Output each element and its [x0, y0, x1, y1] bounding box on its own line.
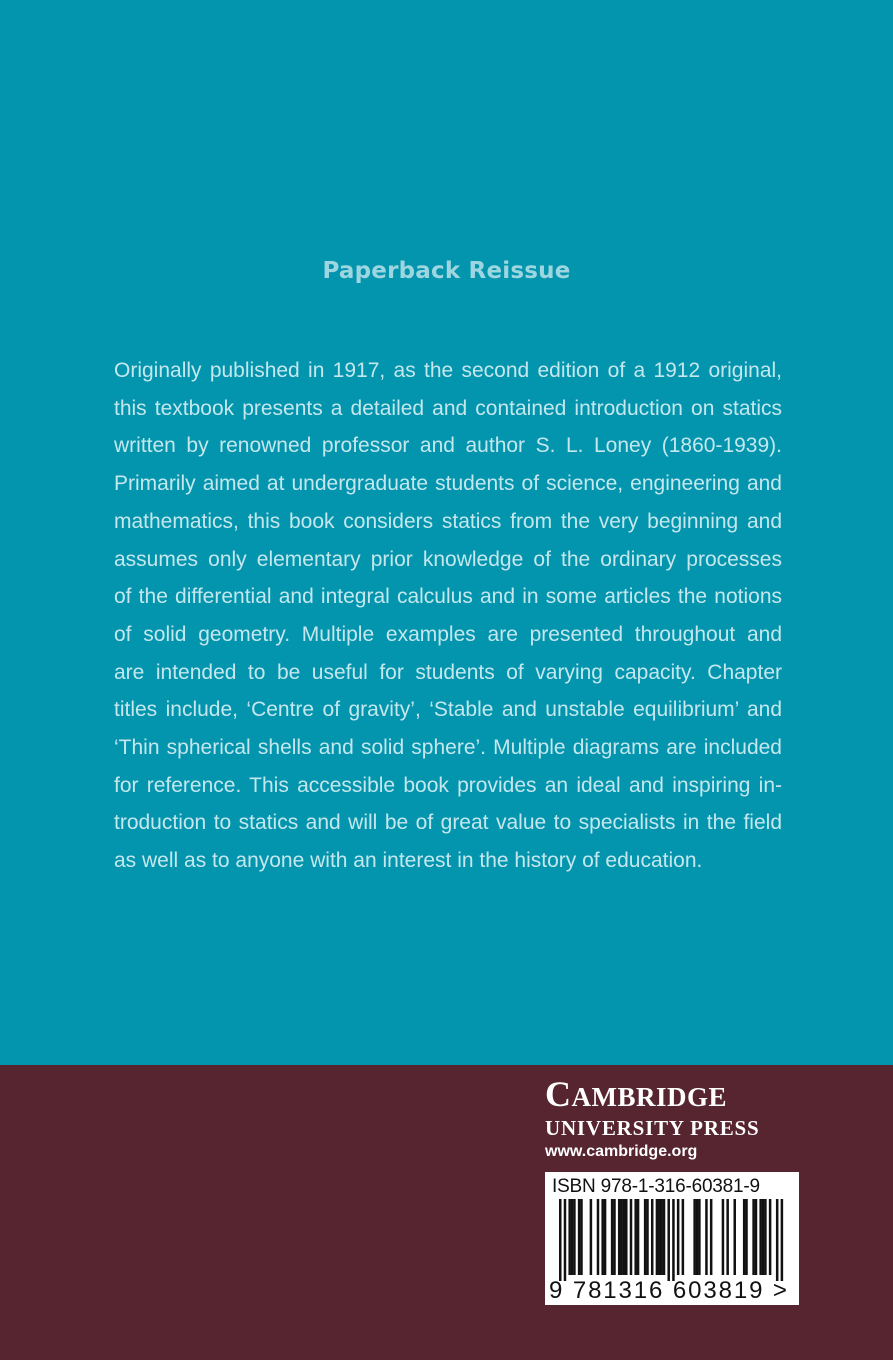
barcode-bar: [613, 1199, 616, 1275]
publisher-logo: [545, 1075, 805, 1164]
description-line: this textbook presents a detailed and contained introduction on statics: [114, 396, 782, 420]
barcode-bar: [630, 1199, 633, 1275]
barcode-bar: [644, 1199, 647, 1275]
barcode-bar: [705, 1199, 708, 1275]
isbn-label: ISBN 978-1-316-60381-9: [552, 1176, 760, 1197]
barcode-bar: [745, 1199, 748, 1275]
barcode-bars: [549, 1199, 795, 1281]
barcode-bar: [611, 1199, 614, 1275]
barcode-bar: [571, 1199, 574, 1275]
description-line: are intended to be useful for students of varying capacity. Chapter: [114, 660, 782, 684]
description-line: as well as to anyone with an interest in the history of education.: [114, 849, 703, 873]
publisher-name: [545, 1075, 805, 1116]
barcode-bar: [769, 1199, 772, 1275]
book-description: [114, 352, 782, 880]
description-line: of solid geometry. Multiple examples are presented throughout and: [114, 622, 782, 646]
barcode-bar: [743, 1199, 746, 1275]
barcode-digits: 9 781316 603819 >: [549, 1277, 789, 1304]
barcode-bar: [776, 1199, 779, 1281]
barcode-bar: [634, 1199, 637, 1275]
barcode-bar: [682, 1199, 685, 1275]
barcode-bar: [568, 1199, 571, 1275]
barcode-bar: [573, 1199, 576, 1275]
barcode-bar: [618, 1199, 621, 1275]
description-line: of the differential and integral calculus and in some articles the notions: [114, 585, 782, 609]
barcode-bar: [620, 1199, 623, 1275]
barcode-bar: [764, 1199, 767, 1275]
description-line: Primarily aimed at undergraduate students of science, engineering and: [114, 472, 782, 496]
reissue-heading: Paperback Reissue: [322, 258, 571, 284]
barcode-bar: [656, 1199, 659, 1275]
barcode-bar: [762, 1199, 765, 1275]
description-line: for reference. This accessible book provides an ideal and inspiring in-: [114, 773, 782, 797]
barcode-bar: [726, 1199, 729, 1275]
barcode-bar: [646, 1199, 649, 1275]
barcode-bar: [658, 1199, 661, 1275]
barcode-bar: [625, 1199, 628, 1275]
description-line: written by renowned professor and author S. L. Loney (1860-1939).: [114, 434, 782, 458]
barcode-bar: [623, 1199, 626, 1275]
isbn-barcode: [545, 1172, 799, 1305]
barcode-bar: [637, 1199, 640, 1275]
barcode-bar: [564, 1199, 567, 1281]
barcode-bar: [601, 1199, 604, 1275]
barcode-bar: [578, 1199, 581, 1275]
description-line: assumes only elementary prior knowledge of the ordinary processes: [114, 547, 782, 571]
publisher-subtitle: UNIVERSITY PRESS: [545, 1116, 760, 1140]
barcode-bar: [696, 1199, 699, 1275]
barcode-bar: [597, 1199, 600, 1275]
barcode-bar: [710, 1199, 713, 1275]
publisher-name-initial: C: [545, 1074, 572, 1114]
barcode-bar: [759, 1199, 762, 1275]
barcode-bar: [722, 1199, 725, 1275]
barcode-bar: [755, 1199, 758, 1275]
barcode-bar: [559, 1199, 562, 1281]
barcode-bar: [698, 1199, 701, 1275]
barcode-bar: [693, 1199, 696, 1275]
barcode-bar: [667, 1199, 670, 1281]
description-line: Originally published in 1917, as the second edition of a 1912 original,: [114, 359, 782, 382]
barcode-bar: [604, 1199, 607, 1275]
barcode-bar: [752, 1199, 755, 1275]
publisher-name-rest: AMBRIDGE: [571, 1082, 728, 1112]
barcode-bar: [677, 1199, 680, 1275]
barcode-bar: [590, 1199, 593, 1275]
barcode-bar: [781, 1199, 784, 1281]
barcode-bar: [733, 1199, 736, 1275]
barcode-bar: [580, 1199, 583, 1275]
description-line: troduction to statics and will be of great value to specialists in the field: [114, 811, 782, 835]
barcode-bar: [651, 1199, 654, 1275]
description-line: ‘Thin spherical shells and solid sphere’. Multiple diagrams are included: [114, 736, 782, 760]
description-line: titles include, ‘Centre of gravity’, ‘Stable and unstable equilibrium’ and: [114, 698, 782, 722]
barcode-bar: [672, 1199, 675, 1281]
description-line: mathematics, this book considers statics from the very beginning and: [114, 509, 782, 533]
publisher-website: www.cambridge.org: [545, 1143, 698, 1160]
barcode-bar: [663, 1199, 666, 1275]
barcode-bar: [660, 1199, 663, 1275]
